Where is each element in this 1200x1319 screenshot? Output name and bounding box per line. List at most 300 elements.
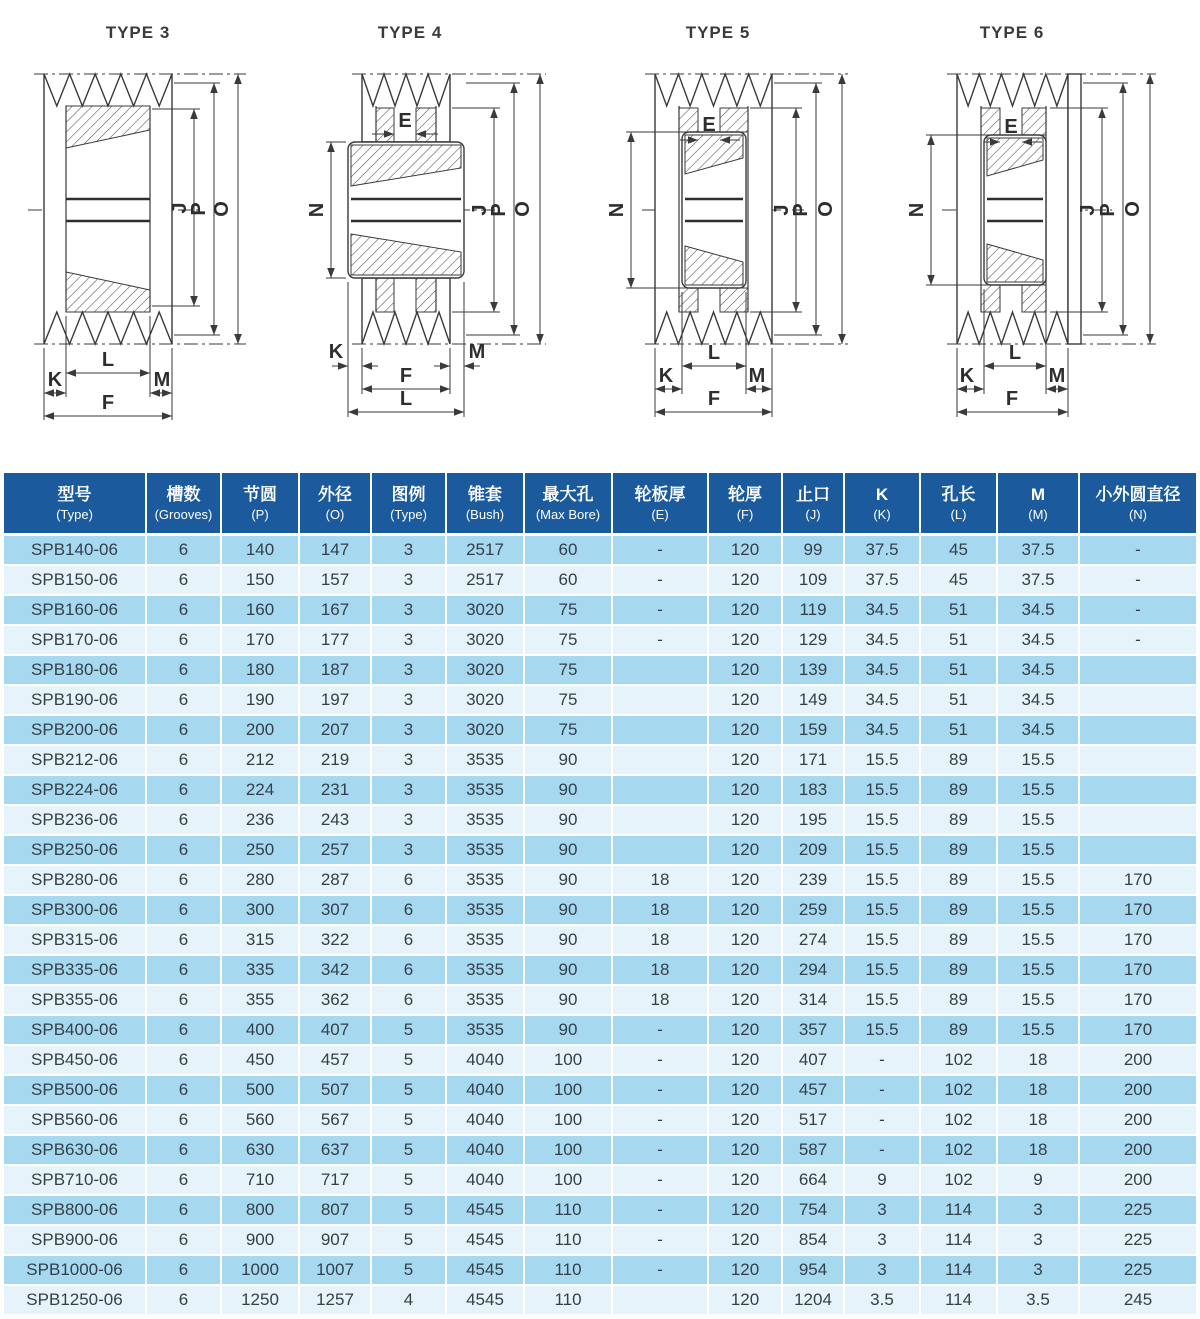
table-cell: 37.5 xyxy=(998,536,1080,566)
table-cell: 3535 xyxy=(447,1016,525,1046)
type6-drawing xyxy=(900,0,1200,460)
dim-label-E: E xyxy=(398,110,412,132)
table-cell: SPB190-06 xyxy=(4,686,147,716)
table-cell: 3.5 xyxy=(845,1286,921,1316)
table-cell: 89 xyxy=(921,986,998,1016)
dim-label-N: N xyxy=(606,202,628,218)
table-cell xyxy=(613,776,709,806)
table-cell: 15.5 xyxy=(845,776,921,806)
dim-label-P: P xyxy=(488,203,510,217)
table-cell: 6 xyxy=(147,806,222,836)
table-cell: 225 xyxy=(1080,1226,1196,1256)
table-cell: SPB250-06 xyxy=(4,836,147,866)
column-header-13: 小外圆直径 (N) xyxy=(1080,473,1196,536)
dim-label-L: L xyxy=(1008,342,1022,364)
table-cell: 190 xyxy=(222,686,300,716)
dim-label-F: F xyxy=(399,365,413,387)
table-cell: 187 xyxy=(300,656,372,686)
dim-label-M: M xyxy=(748,365,766,387)
table-cell: 954 xyxy=(783,1256,845,1286)
table-cell: - xyxy=(613,566,709,596)
table-cell: 89 xyxy=(921,1016,998,1046)
table-cell: 3 xyxy=(372,806,447,836)
table-cell: 102 xyxy=(921,1166,998,1196)
table-cell: 15.5 xyxy=(998,836,1080,866)
table-cell: 170 xyxy=(1080,986,1196,1016)
table-cell: 5 xyxy=(372,1016,447,1046)
table-cell: 99 xyxy=(783,536,845,566)
table-cell: SPB710-06 xyxy=(4,1166,147,1196)
table-cell: 236 xyxy=(222,806,300,836)
table-cell: 224 xyxy=(222,776,300,806)
hatch-web xyxy=(416,108,436,142)
spec-table-body xyxy=(4,536,1196,1316)
table-cell xyxy=(1080,806,1196,836)
table-cell: 6 xyxy=(147,776,222,806)
table-cell: - xyxy=(613,596,709,626)
table-cell: 3 xyxy=(372,746,447,776)
table-cell: 4 xyxy=(372,1286,447,1316)
spec-table-header xyxy=(4,473,1196,536)
hatch-web xyxy=(720,288,748,312)
table-cell xyxy=(613,716,709,746)
table-cell: 4545 xyxy=(447,1256,525,1286)
diagram-type4 xyxy=(300,0,600,473)
table-cell: 51 xyxy=(921,596,998,626)
table-cell: 3 xyxy=(845,1256,921,1286)
table-cell: 90 xyxy=(525,806,613,836)
table-cell: 207 xyxy=(300,716,372,746)
table-cell: 114 xyxy=(921,1286,998,1316)
table-cell: 710 xyxy=(222,1166,300,1196)
table-cell: 18 xyxy=(613,896,709,926)
table-cell: 5 xyxy=(372,1106,447,1136)
table-cell: 335 xyxy=(222,956,300,986)
table-cell: 4040 xyxy=(447,1136,525,1166)
diagram-title: TYPE 4 xyxy=(377,23,443,42)
hatch-web xyxy=(376,108,394,142)
table-cell: 60 xyxy=(525,566,613,596)
table-cell: 4545 xyxy=(447,1286,525,1316)
table-cell: 1257 xyxy=(300,1286,372,1316)
table-row xyxy=(4,686,1196,716)
table-cell: 250 xyxy=(222,836,300,866)
table-cell: 407 xyxy=(783,1046,845,1076)
table-cell: 15.5 xyxy=(998,806,1080,836)
table-cell: 110 xyxy=(525,1286,613,1316)
table-cell: 18 xyxy=(998,1046,1080,1076)
table-cell: 6 xyxy=(147,986,222,1016)
table-cell: 18 xyxy=(998,1106,1080,1136)
table-cell: SPB224-06 xyxy=(4,776,147,806)
column-header-4: 图例 (Type) xyxy=(372,473,447,536)
table-cell: SPB315-06 xyxy=(4,926,147,956)
diagram-title: TYPE 5 xyxy=(685,23,751,42)
table-cell: 90 xyxy=(525,776,613,806)
table-cell: 1007 xyxy=(300,1256,372,1286)
table-cell: 177 xyxy=(300,626,372,656)
table-cell: 450 xyxy=(222,1046,300,1076)
table-cell: 157 xyxy=(300,566,372,596)
table-row xyxy=(4,1166,1196,1196)
table-cell: 1250 xyxy=(222,1286,300,1316)
table-cell: SPB160-06 xyxy=(4,596,147,626)
column-header-5: 锥套 (Bush) xyxy=(447,473,525,536)
table-cell: 3 xyxy=(845,1196,921,1226)
table-cell: 34.5 xyxy=(845,716,921,746)
table-row xyxy=(4,1016,1196,1046)
table-cell: 90 xyxy=(525,746,613,776)
table-cell: - xyxy=(613,1106,709,1136)
table-cell: 5 xyxy=(372,1226,447,1256)
table-cell: 89 xyxy=(921,746,998,776)
table-cell: 507 xyxy=(300,1076,372,1106)
table-cell: 15.5 xyxy=(845,896,921,926)
table-cell: 34.5 xyxy=(845,656,921,686)
table-cell: SPB500-06 xyxy=(4,1076,147,1106)
table-cell: 34.5 xyxy=(845,626,921,656)
table-row xyxy=(4,836,1196,866)
table-cell: SPB140-06 xyxy=(4,536,147,566)
table-cell: SPB236-06 xyxy=(4,806,147,836)
table-row xyxy=(4,1106,1196,1136)
table-cell: 6 xyxy=(147,1196,222,1226)
table-cell: 102 xyxy=(921,1076,998,1106)
table-cell: 110 xyxy=(525,1226,613,1256)
table-cell xyxy=(1080,656,1196,686)
type3-drawing xyxy=(0,0,300,460)
table-cell: 34.5 xyxy=(998,596,1080,626)
dim-label-J: J xyxy=(169,202,191,214)
table-cell: 110 xyxy=(525,1256,613,1286)
table-cell: 6 xyxy=(147,1166,222,1196)
table-cell: SPB800-06 xyxy=(4,1196,147,1226)
table-cell: 4545 xyxy=(447,1226,525,1256)
table-cell: - xyxy=(1080,626,1196,656)
table-cell: 3 xyxy=(998,1256,1080,1286)
column-header-10: K (K) xyxy=(845,473,921,536)
table-cell: 4040 xyxy=(447,1166,525,1196)
dim-label-M: M xyxy=(468,341,486,363)
dim-label-M: M xyxy=(153,369,171,391)
table-cell: - xyxy=(1080,536,1196,566)
table-cell: 90 xyxy=(525,836,613,866)
column-header-8: 轮厚 (F) xyxy=(709,473,783,536)
table-cell: 75 xyxy=(525,596,613,626)
dim-label-J: J xyxy=(469,204,491,216)
table-cell: 209 xyxy=(783,836,845,866)
table-cell: 150 xyxy=(222,566,300,596)
spec-table xyxy=(4,473,1196,1316)
table-cell: 6 xyxy=(147,836,222,866)
table-cell: SPB335-06 xyxy=(4,956,147,986)
table-row xyxy=(4,746,1196,776)
table-cell: 9 xyxy=(845,1166,921,1196)
table-cell xyxy=(1080,746,1196,776)
table-cell: 3020 xyxy=(447,626,525,656)
table-cell: 195 xyxy=(783,806,845,836)
table-cell: 200 xyxy=(1080,1076,1196,1106)
table-cell: 34.5 xyxy=(998,656,1080,686)
dim-label-K: K xyxy=(328,341,344,363)
table-cell xyxy=(613,656,709,686)
dim-label-O: O xyxy=(211,201,233,217)
table-cell: 15.5 xyxy=(998,926,1080,956)
table-cell: SPB560-06 xyxy=(4,1106,147,1136)
table-cell: 15.5 xyxy=(998,776,1080,806)
table-row xyxy=(4,896,1196,926)
table-row xyxy=(4,1256,1196,1286)
table-cell: 900 xyxy=(222,1226,300,1256)
table-cell: 15.5 xyxy=(998,746,1080,776)
table-cell: 120 xyxy=(709,1256,783,1286)
diagram-type6 xyxy=(900,0,1200,473)
dim-label-F: F xyxy=(707,388,721,410)
table-row xyxy=(4,1136,1196,1166)
table-cell: 120 xyxy=(709,656,783,686)
table-cell: SPB400-06 xyxy=(4,1016,147,1046)
table-cell: 37.5 xyxy=(998,566,1080,596)
table-cell: 3 xyxy=(998,1226,1080,1256)
table-cell: 51 xyxy=(921,716,998,746)
table-cell: 517 xyxy=(783,1106,845,1136)
table-cell: 90 xyxy=(525,896,613,926)
table-cell: 120 xyxy=(709,1196,783,1226)
table-cell: 15.5 xyxy=(845,986,921,1016)
dim-label-M: M xyxy=(1048,365,1066,387)
table-cell: 149 xyxy=(783,686,845,716)
table-cell: 200 xyxy=(1080,1136,1196,1166)
table-cell: 6 xyxy=(147,1106,222,1136)
column-header-9: 止口 (J) xyxy=(783,473,845,536)
table-cell: - xyxy=(613,536,709,566)
table-cell: - xyxy=(613,1136,709,1166)
dim-label-L: L xyxy=(707,342,721,364)
table-cell: 630 xyxy=(222,1136,300,1166)
table-cell: 9 xyxy=(998,1166,1080,1196)
table-cell: 500 xyxy=(222,1076,300,1106)
table-cell: 34.5 xyxy=(845,686,921,716)
table-cell: 3020 xyxy=(447,596,525,626)
table-cell: 200 xyxy=(1080,1166,1196,1196)
table-cell: 120 xyxy=(709,1166,783,1196)
table-cell: 18 xyxy=(613,956,709,986)
table-cell: 3535 xyxy=(447,986,525,1016)
table-row xyxy=(4,1226,1196,1256)
table-cell: 3 xyxy=(372,776,447,806)
table-cell: 51 xyxy=(921,656,998,686)
hatch-web xyxy=(679,108,698,132)
table-cell xyxy=(613,836,709,866)
dim-label-L: L xyxy=(101,349,115,371)
table-cell: 257 xyxy=(300,836,372,866)
table-cell: 4040 xyxy=(447,1046,525,1076)
table-cell: 5 xyxy=(372,1076,447,1106)
diagram-title: TYPE 6 xyxy=(979,23,1045,42)
table-cell: 120 xyxy=(709,896,783,926)
table-cell: 3535 xyxy=(447,866,525,896)
table-cell: 15.5 xyxy=(845,806,921,836)
table-row xyxy=(4,626,1196,656)
table-cell: 6 xyxy=(147,716,222,746)
dim-label-K: K xyxy=(959,365,975,387)
table-cell xyxy=(613,686,709,716)
table-cell: 15.5 xyxy=(845,836,921,866)
table-cell: 200 xyxy=(222,716,300,746)
table-cell: 6 xyxy=(147,566,222,596)
table-cell: 129 xyxy=(783,626,845,656)
table-cell: SPB212-06 xyxy=(4,746,147,776)
table-cell: 2517 xyxy=(447,566,525,596)
table-cell: 1000 xyxy=(222,1256,300,1286)
table-cell: 259 xyxy=(783,896,845,926)
table-cell: 170 xyxy=(1080,896,1196,926)
dim-label-O: O xyxy=(815,201,837,217)
table-cell: 100 xyxy=(525,1106,613,1136)
table-cell: 15.5 xyxy=(998,986,1080,1016)
table-cell: 15.5 xyxy=(845,956,921,986)
table-cell: SPB1000-06 xyxy=(4,1256,147,1286)
table-cell: 1204 xyxy=(783,1286,845,1316)
table-cell: 6 xyxy=(372,986,447,1016)
table-cell: 90 xyxy=(525,866,613,896)
table-cell: 120 xyxy=(709,536,783,566)
table-cell: 315 xyxy=(222,926,300,956)
table-cell: 120 xyxy=(709,1046,783,1076)
table-cell: 239 xyxy=(783,866,845,896)
table-cell: 3535 xyxy=(447,746,525,776)
table-cell: 89 xyxy=(921,926,998,956)
table-cell: 5 xyxy=(372,1166,447,1196)
table-cell: 120 xyxy=(709,956,783,986)
table-cell: 100 xyxy=(525,1046,613,1076)
table-cell: SPB900-06 xyxy=(4,1226,147,1256)
table-cell: 6 xyxy=(147,866,222,896)
table-cell: 6 xyxy=(147,1046,222,1076)
table-cell: 120 xyxy=(709,986,783,1016)
table-cell: 907 xyxy=(300,1226,372,1256)
table-row xyxy=(4,956,1196,986)
table-cell: 3020 xyxy=(447,656,525,686)
table-cell: 4545 xyxy=(447,1196,525,1226)
table-cell: 2517 xyxy=(447,536,525,566)
dim-label-L: L xyxy=(399,388,413,410)
table-cell: 120 xyxy=(709,926,783,956)
table-cell: 243 xyxy=(300,806,372,836)
table-cell: 15.5 xyxy=(998,956,1080,986)
table-row xyxy=(4,986,1196,1016)
table-cell: 6 xyxy=(372,926,447,956)
table-cell: 45 xyxy=(921,566,998,596)
table-cell: 75 xyxy=(525,656,613,686)
table-cell: 245 xyxy=(1080,1286,1196,1316)
table-cell: SPB355-06 xyxy=(4,986,147,1016)
table-cell: 102 xyxy=(921,1106,998,1136)
table-cell: SPB200-06 xyxy=(4,716,147,746)
table-cell: 120 xyxy=(709,746,783,776)
table-cell: 5 xyxy=(372,1046,447,1076)
diagram-type3 xyxy=(0,0,300,473)
table-cell: 754 xyxy=(783,1196,845,1226)
table-cell: 219 xyxy=(300,746,372,776)
table-cell: 75 xyxy=(525,626,613,656)
dim-label-P: P xyxy=(188,202,210,216)
table-cell: - xyxy=(613,1196,709,1226)
dim-label-P: P xyxy=(1097,203,1119,217)
table-row xyxy=(4,1196,1196,1226)
table-cell: 147 xyxy=(300,536,372,566)
table-cell: 407 xyxy=(300,1016,372,1046)
table-cell xyxy=(1080,836,1196,866)
table-cell: 6 xyxy=(147,746,222,776)
table-cell: - xyxy=(613,626,709,656)
table-cell: SPB150-06 xyxy=(4,566,147,596)
table-cell: 171 xyxy=(783,746,845,776)
table-row xyxy=(4,926,1196,956)
table-cell: 51 xyxy=(921,686,998,716)
table-cell: 3535 xyxy=(447,836,525,866)
table-cell: 6 xyxy=(372,956,447,986)
type4-drawing xyxy=(300,0,600,460)
table-cell: 89 xyxy=(921,956,998,986)
table-cell: 170 xyxy=(1080,866,1196,896)
table-cell: 3 xyxy=(372,716,447,746)
table-cell: 15.5 xyxy=(845,1016,921,1046)
table-cell: 120 xyxy=(709,1076,783,1106)
table-cell: 109 xyxy=(783,566,845,596)
hatch-web xyxy=(1022,285,1046,312)
table-row xyxy=(4,536,1196,566)
table-cell: 34.5 xyxy=(845,596,921,626)
column-header-2: 节圆 (P) xyxy=(222,473,300,536)
table-cell: 120 xyxy=(709,1106,783,1136)
pulley-diagrams xyxy=(0,0,1200,473)
table-cell: 180 xyxy=(222,656,300,686)
table-cell xyxy=(613,746,709,776)
table-cell: 102 xyxy=(921,1136,998,1166)
table-cell: 15.5 xyxy=(845,746,921,776)
table-cell: 37.5 xyxy=(845,536,921,566)
table-cell: 3535 xyxy=(447,776,525,806)
table-cell: 120 xyxy=(709,1136,783,1166)
table-cell: 3535 xyxy=(447,806,525,836)
hatch-web xyxy=(720,108,748,132)
hatch-web xyxy=(981,108,1000,135)
table-cell: 51 xyxy=(921,626,998,656)
table-cell: 4040 xyxy=(447,1106,525,1136)
column-header-1: 槽数 (Grooves) xyxy=(147,473,222,536)
table-cell: 3535 xyxy=(447,896,525,926)
table-cell: 183 xyxy=(783,776,845,806)
table-cell: 120 xyxy=(709,866,783,896)
table-cell: 167 xyxy=(300,596,372,626)
table-cell: 3 xyxy=(372,626,447,656)
table-cell: 3 xyxy=(372,836,447,866)
table-cell: - xyxy=(1080,596,1196,626)
table-cell: 212 xyxy=(222,746,300,776)
table-cell: 362 xyxy=(300,986,372,1016)
table-cell: 225 xyxy=(1080,1256,1196,1286)
table-cell: 587 xyxy=(783,1136,845,1166)
table-row xyxy=(4,1046,1196,1076)
table-cell: 120 xyxy=(709,596,783,626)
table-cell: 800 xyxy=(222,1196,300,1226)
table-cell: 3535 xyxy=(447,926,525,956)
table-cell: 6 xyxy=(147,656,222,686)
table-cell: 140 xyxy=(222,536,300,566)
table-row xyxy=(4,1286,1196,1316)
table-cell: 89 xyxy=(921,776,998,806)
